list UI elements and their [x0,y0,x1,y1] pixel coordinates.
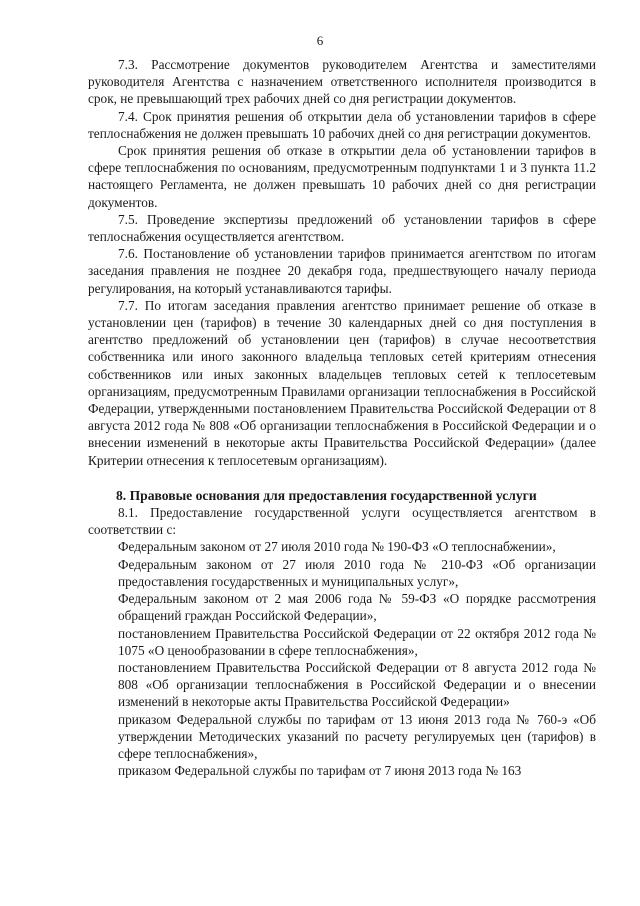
section-gap [88,469,596,487]
legal-basis-item: Федеральным законом от 27 июля 2010 года № 190-ФЗ «О теплоснабжении», [118,539,556,555]
legal-basis-item: Федеральным законом от 2 мая 2006 года № 59-ФЗ «О порядке рассмотрения обращений граждан Российской Федерации», [118,591,596,624]
page-number: 6 [316,33,324,48]
paragraph-7-4: 7.4. Срок принятия решения об открытии дела об установлении тарифов в сфере теплоснабжения не должен превышать 10 рабочих дней со дня регистрации документов. [88,108,596,141]
paragraph-7-7: 7.7. По итогам заседания правления агентство принимает решение об отказе в установлении цен (тарифов) в течение 30 календарных дней со дня поступления в агентство предложений об установлении цен (тарифов) в случае несоответствия собственника или иного законного владельца тепловых сетей критериям отнесения собственников или иных законных владельцев тепловых сетей к теплосетевым организациям, предусмотренным Правилами организации теплоснабжения в Российской Федерации, утвержденными постановлением Правительства Российской Федерации от 8 августа 2012 года № 808 «Об организации теплоснабжения в Российской Федерации и о внесении изменений в некоторые акты Правительства Российской Федерации» (далее Критерии отнесения к теплосетевым организациям). [88,297,596,468]
paragraph-7-5: 7.5. Проведение экспертизы предложений об установлении тарифов в сфере теплоснабжения осуществляется агентством. [88,211,596,245]
paragraph-8-1: 8.1. Предоставление государственной услуги осуществляется агентством в соответствии с: [88,505,596,538]
section-8-heading: 8. Правовые основания для предоставления государственной услуги [116,487,537,503]
legal-basis-item: постановлением Правительства Российской Федерации от 22 октября 2012 года № 1075 «О ценообразовании в сфере теплоснабжения», [118,625,596,658]
paragraph-7-3: 7.3. Рассмотрение документов руководителем Агентства и заместителями руководителя Агентства с назначением ответственного исполнителя производится в срок, не превышающий трех рабочих дней со дня регистрации документов. [88,57,596,107]
paragraph-refusal-term: Срок принятия решения об отказе в открытии дела об установлении тарифов в сфере теплоснабжения по основаниям, предусмотренным подпунктами 1 и 3 пункта 11.2 настоящего Регламента, не должен превышать 10 рабочих дней со дня регистрации документов. [88,143,596,210]
legal-basis-item: приказом Федеральной службы по тарифам от 7 июня 2013 года № 163 [118,763,522,779]
legal-basis-item: Федеральным законом от 27 июля 2010 года № 210-ФЗ «Об организации предоставления государственных и муниципальных услуг», [118,556,596,589]
legal-basis-item: постановлением Правительства Российской Федерации от 8 августа 2012 года № 808 «Об организации теплоснабжения в Российской Федерации и о внесении изменений в некоторые акты Правительства Российской Федерации» [118,659,596,710]
legal-basis-item: приказом Федеральной службы по тарифам от 13 июня 2013 года № 760-э «Об утверждении Методических указаний по расчету регулируемых цен (тарифов) в сфере теплоснабжения», [118,711,596,761]
paragraph-7-6: 7.6. Постановление об установлении тарифов принимается агентством по итогам заседания правления не позднее 20 декабря года, предшествующего началу периода регулирования, на который устанавливаются тарифы. [88,246,596,296]
document-body [88,56,596,779]
